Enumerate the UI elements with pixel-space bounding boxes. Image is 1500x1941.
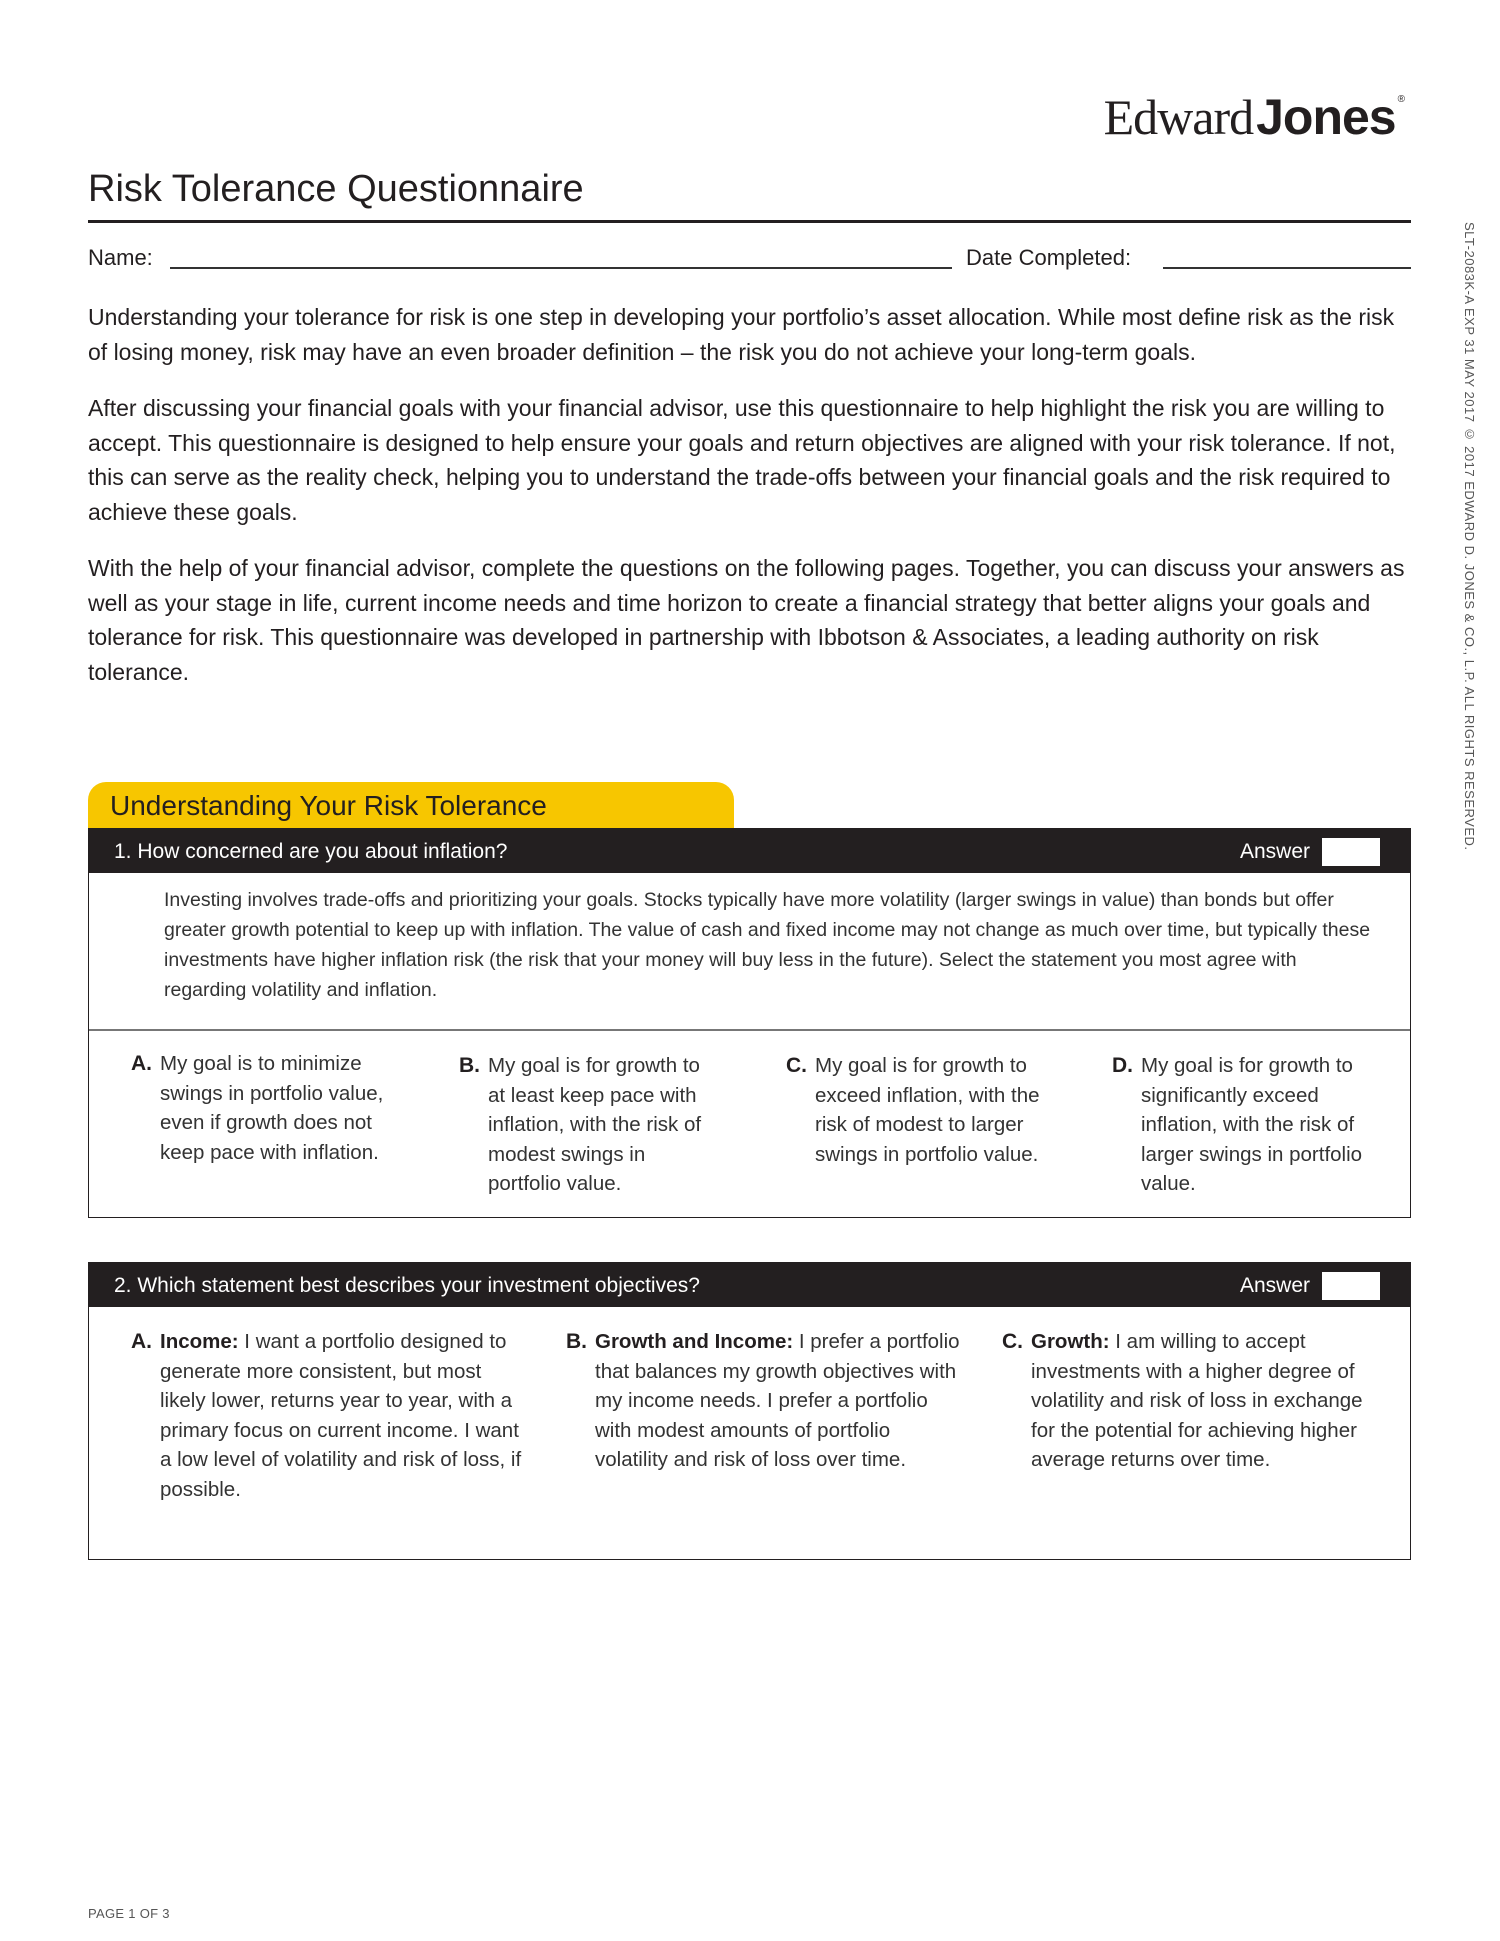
option-lead: Growth and Income: — [595, 1330, 794, 1353]
option-a[interactable] — [131, 1049, 391, 1167]
intro-paragraph: After discussing your financial goals with your financial advisor, use this questionnaire to help highlight the risk you are willing to accept. This questionnaire is designed to help ensure your goals and return objectives are aligned with your risk tolerance. If not, this can serve as the reality check, helping you to understand the trade-offs between your financial goals and the risk required to achieve these goals. — [88, 395, 1396, 525]
date-completed-label: Date Completed: — [966, 245, 1132, 270]
option-letter: B. — [459, 1054, 480, 1077]
option-letter: A. — [131, 1330, 152, 1353]
intro-paragraph: With the help of your financial advisor, complete the questions on the following pages. Together, you can discuss your answers as well as your stage in life, current income needs and time horizon to create a financial strategy that better aligns your goals and tolerance for risk. This questionnaire was developed in partnership with Ibbotson & Associates, a leading authority on risk tolerance. — [88, 555, 1405, 685]
option-letter: C. — [1002, 1330, 1023, 1353]
option-text: My goal is to minimize swings in portfolio value, even if growth does not keep pace with inflation. — [160, 1052, 384, 1164]
option-lead: Growth: — [1031, 1330, 1110, 1353]
option-text: My goal is for growth to exceed inflation, with the risk of modest to larger swings in portfolio value. — [815, 1054, 1040, 1166]
name-date-row — [88, 243, 1411, 273]
section-title: Understanding Your Risk Tolerance — [110, 790, 547, 821]
name-label: Name: — [88, 245, 153, 270]
question-1-answer-input[interactable] — [1322, 838, 1380, 866]
option-text-wrap — [131, 1327, 531, 1504]
option-text: I want a portfolio designed to generate more consistent, but most likely lower, returns year to year, with a primary focus on current income. I want a low level of volatility and risk of loss, if possible. — [160, 1330, 522, 1501]
question-1-description: Investing involves trade-offs and prioritizing your goals. Stocks typically have more volatility (larger swings in value) than bonds but offer greater growth potential to keep up with inflation. The value of cash and fixed income may not change as much over time, but typically these investments have higher inflation risk (the risk that your money will buy less in the future). Select the statement you most agree with regarding volatility and inflation. — [164, 889, 1371, 1001]
option-text: I am willing to accept investments with a higher degree of volatility and risk of loss in exchange for the potential for achieving higher average returns over time. — [1031, 1330, 1363, 1471]
question-1-header — [89, 829, 1410, 873]
option-c[interactable] — [786, 1051, 1051, 1169]
registered-mark: ® — [1397, 94, 1405, 105]
question-2 — [88, 1262, 1411, 1560]
question-1-divider — [89, 1029, 1410, 1031]
option-lead: Income: — [160, 1330, 239, 1353]
logo-edward-text: Edward — [1103, 89, 1254, 145]
option-d[interactable] — [1112, 1051, 1382, 1199]
option-letter: A. — [131, 1052, 152, 1075]
answer-label: Answer — [1239, 840, 1310, 863]
option-text-wrap — [1002, 1327, 1382, 1475]
option-letter: B. — [566, 1330, 587, 1353]
option-text-wrap — [566, 1327, 966, 1475]
page-number: PAGE 1 OF 3 — [88, 1906, 170, 1921]
question-2-answer-input[interactable] — [1322, 1272, 1380, 1300]
intro-text — [88, 300, 1418, 711]
option-text: My goal is for growth to significantly exceed inflation, with the risk of larger swings in portfolio value. — [1141, 1054, 1363, 1195]
intro-paragraph: Understanding your tolerance for risk is one step in developing your portfolio’s asset allocation. While most define risk as the risk of losing money, risk may have an even broader definition – the risk you do not achieve your long-term goals. — [88, 304, 1395, 365]
option-b[interactable] — [566, 1327, 966, 1475]
option-letter: D. — [1112, 1054, 1133, 1077]
edward-jones-logo — [1104, 88, 1405, 148]
page-title: Risk Tolerance Questionnaire — [88, 168, 584, 210]
answer-label: Answer — [1239, 1274, 1310, 1297]
option-c[interactable] — [1002, 1327, 1382, 1475]
logo-jones-text: Jones — [1256, 89, 1396, 145]
option-a[interactable] — [131, 1327, 531, 1504]
name-field[interactable] — [170, 267, 952, 269]
title-divider — [88, 220, 1411, 223]
question-2-text: 2. Which statement best describes your investment objectives? — [114, 1274, 700, 1297]
question-1 — [88, 828, 1411, 1218]
question-1-text: 1. How concerned are you about inflation? — [114, 840, 508, 863]
option-letter: C. — [786, 1054, 807, 1077]
option-text: I prefer a portfolio that balances my growth objectives with my income needs. I prefer a portfolio with modest amounts of portfolio volatility and risk of loss over time. — [595, 1330, 960, 1471]
legal-disclaimer: SLT-2083K-A EXP 31 MAY 2017 © 2017 EDWARD D. JONES & CO., L.P. ALL RIGHTS RESERVED. — [1462, 222, 1477, 851]
option-b[interactable] — [459, 1051, 719, 1199]
date-completed-field[interactable] — [1163, 267, 1411, 269]
section-tab — [88, 782, 734, 830]
option-text: My goal is for growth to at least keep pace with inflation, with the risk of modest swings in portfolio value. — [488, 1054, 702, 1195]
question-2-header — [89, 1263, 1410, 1307]
